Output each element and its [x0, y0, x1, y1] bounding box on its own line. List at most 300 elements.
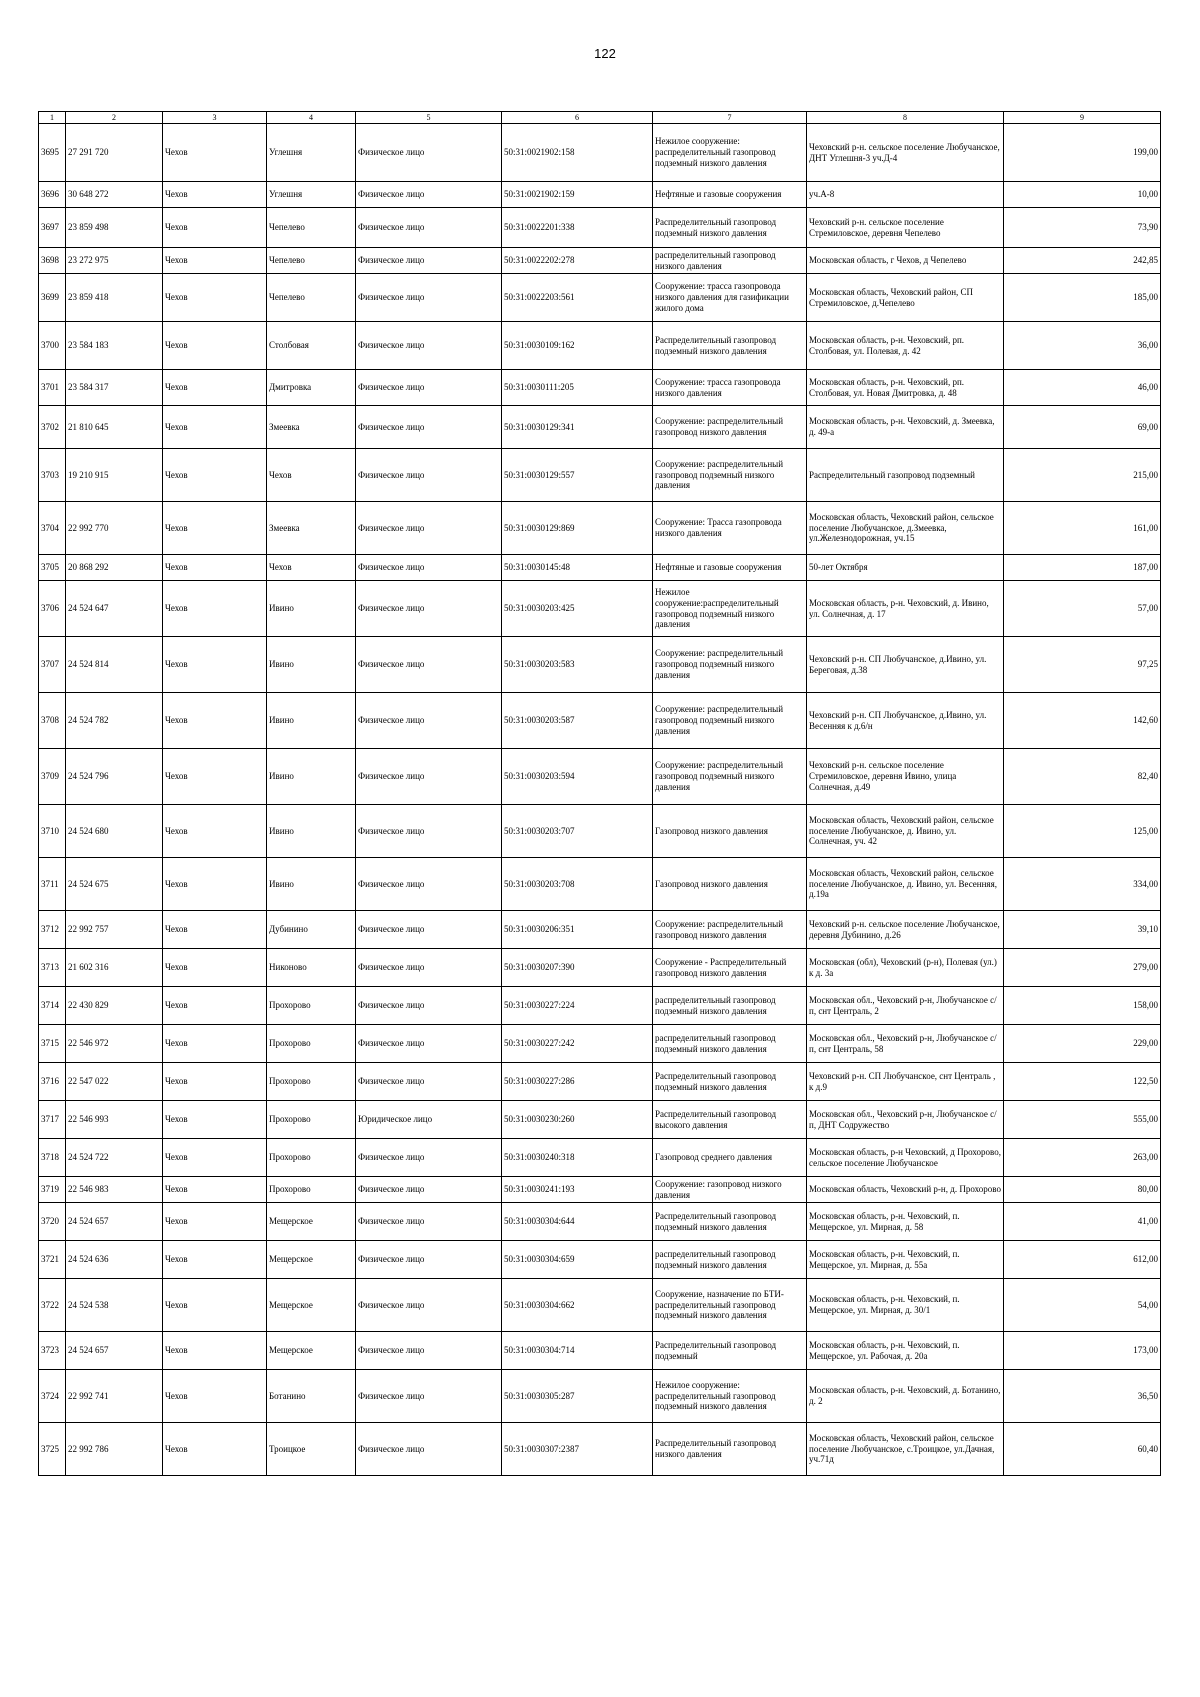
object-type-cell: Нефтяные и газовые сооружения — [653, 555, 807, 581]
owner-type-cell: Физическое лицо — [356, 749, 502, 805]
locality-cell: Прохорово — [267, 1101, 356, 1139]
registry-id: 24 524 675 — [66, 858, 163, 911]
object-type-cell: Нежилое сооружение: распределительный газопровод подземный низкого давления — [653, 1370, 807, 1423]
registry-id: 23 584 317 — [66, 370, 163, 406]
table-row — [39, 449, 1161, 502]
city-cell: Чехов — [163, 1241, 267, 1279]
object-type-cell: Распределительный газопровод подземный низкого давления — [653, 322, 807, 370]
value-cell: 122,50 — [1004, 1063, 1161, 1101]
cadastral-number-cell: 50:31:0022201:338 — [502, 208, 653, 248]
owner-type-cell: Юридическое лицо — [356, 1101, 502, 1139]
value-cell: 10,00 — [1004, 182, 1161, 208]
row-number: 3718 — [39, 1139, 66, 1177]
object-type-cell: Сооружение: газопровод низкого давления — [653, 1177, 807, 1203]
owner-type-cell: Физическое лицо — [356, 555, 502, 581]
city-cell: Чехов — [163, 322, 267, 370]
object-type-cell: распределительный газопровод подземный низкого давления — [653, 1025, 807, 1063]
owner-type-cell: Физическое лицо — [356, 1370, 502, 1423]
locality-cell: Столбовая — [267, 322, 356, 370]
locality-cell: Дмитровка — [267, 370, 356, 406]
registry-id: 22 547 022 — [66, 1063, 163, 1101]
column-header: 9 — [1004, 112, 1161, 124]
table-row — [39, 124, 1161, 182]
row-number: 3714 — [39, 987, 66, 1025]
object-type-cell: Газопровод среднего давления — [653, 1139, 807, 1177]
table-row — [39, 208, 1161, 248]
owner-type-cell: Физическое лицо — [356, 1177, 502, 1203]
value-cell: 82,40 — [1004, 749, 1161, 805]
cadastral-number-cell: 50:31:0030207:390 — [502, 949, 653, 987]
address-cell: Чеховский р-н. сельское поселение Стремиловское, деревня Чепелево — [807, 208, 1004, 248]
city-cell: Чехов — [163, 949, 267, 987]
locality-cell: Дубинино — [267, 911, 356, 949]
cadastral-number-cell: 50:31:0030240:318 — [502, 1139, 653, 1177]
cadastral-number-cell: 50:31:0021902:159 — [502, 182, 653, 208]
column-header: 7 — [653, 112, 807, 124]
value-cell: 555,00 — [1004, 1101, 1161, 1139]
locality-cell: Ивино — [267, 693, 356, 749]
object-type-cell: Распределительный газопровод низкого давления — [653, 1423, 807, 1476]
locality-cell: Прохорово — [267, 1139, 356, 1177]
locality-cell: Ивино — [267, 805, 356, 858]
table-row — [39, 637, 1161, 693]
table-row — [39, 1025, 1161, 1063]
row-number: 3703 — [39, 449, 66, 502]
value-cell: 185,00 — [1004, 274, 1161, 322]
value-cell: 41,00 — [1004, 1203, 1161, 1241]
value-cell: 279,00 — [1004, 949, 1161, 987]
city-cell: Чехов — [163, 1332, 267, 1370]
registry-id: 24 524 796 — [66, 749, 163, 805]
address-cell: Чеховский р-н. сельское поселение Любучанское, деревня Дубинино, д.26 — [807, 911, 1004, 949]
owner-type-cell: Физическое лицо — [356, 502, 502, 555]
table-row — [39, 693, 1161, 749]
page-number: 122 — [594, 46, 616, 61]
registry-id: 23 584 183 — [66, 322, 163, 370]
cadastral-number-cell: 50:31:0030227:242 — [502, 1025, 653, 1063]
owner-type-cell: Физическое лицо — [356, 1423, 502, 1476]
value-cell: 54,00 — [1004, 1279, 1161, 1332]
owner-type-cell: Физическое лицо — [356, 805, 502, 858]
column-header: 1 — [39, 112, 66, 124]
address-cell: Московская область, Чеховский район, сельское поселение Любучанское, с.Троицкое, ул.Дачная, уч.71д — [807, 1423, 1004, 1476]
row-number: 3719 — [39, 1177, 66, 1203]
object-type-cell: Распределительный газопровод высокого давления — [653, 1101, 807, 1139]
locality-cell: Ивино — [267, 858, 356, 911]
object-type-cell: Распределительный газопровод подземный — [653, 1332, 807, 1370]
row-number: 3709 — [39, 749, 66, 805]
locality-cell: Чепелево — [267, 208, 356, 248]
owner-type-cell: Физическое лицо — [356, 1203, 502, 1241]
registry-id: 23 272 975 — [66, 248, 163, 274]
owner-type-cell: Физическое лицо — [356, 406, 502, 449]
city-cell: Чехов — [163, 581, 267, 637]
owner-type-cell: Физическое лицо — [356, 1025, 502, 1063]
locality-cell: Мещерское — [267, 1241, 356, 1279]
row-number: 3696 — [39, 182, 66, 208]
table-row — [39, 987, 1161, 1025]
owner-type-cell: Физическое лицо — [356, 949, 502, 987]
city-cell: Чехов — [163, 911, 267, 949]
city-cell: Чехов — [163, 555, 267, 581]
address-cell: Московская область, р-н. Чеховский, д. Змеевка, д. 49-а — [807, 406, 1004, 449]
address-cell: Чеховский р-н. СП Любучанское, снт Централь , к д.9 — [807, 1063, 1004, 1101]
registry-id: 27 291 720 — [66, 124, 163, 182]
value-cell: 73,90 — [1004, 208, 1161, 248]
owner-type-cell: Физическое лицо — [356, 987, 502, 1025]
cadastral-number-cell: 50:31:0030203:708 — [502, 858, 653, 911]
registry-id: 22 546 983 — [66, 1177, 163, 1203]
city-cell: Чехов — [163, 987, 267, 1025]
city-cell: Чехов — [163, 1203, 267, 1241]
address-cell: Московская область, р-н. Чеховский, п. Мещерское, ул. Мирная, д. 55а — [807, 1241, 1004, 1279]
registry-id: 22 430 829 — [66, 987, 163, 1025]
owner-type-cell: Физическое лицо — [356, 1063, 502, 1101]
address-cell: Московская область, Чеховский р-н, д. Прохорово — [807, 1177, 1004, 1203]
object-type-cell: Нежилое сооружение:распределительный газопровод подземный низкого давления — [653, 581, 807, 637]
value-cell: 46,00 — [1004, 370, 1161, 406]
row-number: 3697 — [39, 208, 66, 248]
city-cell: Чехов — [163, 1101, 267, 1139]
owner-type-cell: Физическое лицо — [356, 370, 502, 406]
cadastral-number-cell: 50:31:0030304:662 — [502, 1279, 653, 1332]
value-cell: 187,00 — [1004, 555, 1161, 581]
address-cell: Московская область, р-н. Чеховский, д. Ивино, ул. Солнечная, д. 17 — [807, 581, 1004, 637]
registry-table — [38, 111, 1161, 1476]
object-type-cell: Газопровод низкого давления — [653, 805, 807, 858]
cadastral-number-cell: 50:31:0030203:425 — [502, 581, 653, 637]
locality-cell: Мещерское — [267, 1203, 356, 1241]
locality-cell: Прохорово — [267, 1025, 356, 1063]
locality-cell: Чехов — [267, 449, 356, 502]
locality-cell: Ивино — [267, 749, 356, 805]
object-type-cell: Сооружение: Трасса газопровода низкого давления — [653, 502, 807, 555]
locality-cell: Змеевка — [267, 502, 356, 555]
locality-cell: Чепелево — [267, 274, 356, 322]
table-row — [39, 1241, 1161, 1279]
cadastral-number-cell: 50:31:0030206:351 — [502, 911, 653, 949]
owner-type-cell: Физическое лицо — [356, 208, 502, 248]
address-cell: Чеховский р-н. СП Любучанское, д.Ивино, ул. Береговая, д.38 — [807, 637, 1004, 693]
address-cell: Московская обл., Чеховский р-н, Любучанское с/п, снт Централь, 2 — [807, 987, 1004, 1025]
address-cell: Московская область, Чеховский район, сельское поселение Любучанское, д.Змеевка, ул.Железнодорожная, уч.15 — [807, 502, 1004, 555]
cadastral-number-cell: 50:31:0030307:2387 — [502, 1423, 653, 1476]
locality-cell: Углешня — [267, 182, 356, 208]
value-cell: 158,00 — [1004, 987, 1161, 1025]
registry-id: 23 859 418 — [66, 274, 163, 322]
row-number: 3723 — [39, 1332, 66, 1370]
address-cell: Московская обл., Чеховский р-н, Любучанское с/п, ДНТ Содружество — [807, 1101, 1004, 1139]
locality-cell: Ивино — [267, 637, 356, 693]
address-cell: Распределительный газопровод подземный — [807, 449, 1004, 502]
row-number: 3716 — [39, 1063, 66, 1101]
city-cell: Чехов — [163, 502, 267, 555]
locality-cell: Углешня — [267, 124, 356, 182]
locality-cell: Прохорово — [267, 1063, 356, 1101]
address-cell: Московская область, р-н. Чеховский, п. Мещерское, ул. Мирная, д. 58 — [807, 1203, 1004, 1241]
city-cell: Чехов — [163, 693, 267, 749]
table-row — [39, 274, 1161, 322]
owner-type-cell: Физическое лицо — [356, 858, 502, 911]
cadastral-number-cell: 50:31:0030145:48 — [502, 555, 653, 581]
owner-type-cell: Физическое лицо — [356, 1332, 502, 1370]
cadastral-number-cell: 50:31:0030129:869 — [502, 502, 653, 555]
owner-type-cell: Физическое лицо — [356, 274, 502, 322]
locality-cell: Прохорово — [267, 987, 356, 1025]
object-type-cell: Газопровод низкого давления — [653, 858, 807, 911]
registry-id: 24 524 647 — [66, 581, 163, 637]
owner-type-cell: Физическое лицо — [356, 322, 502, 370]
table-row — [39, 555, 1161, 581]
header-row — [39, 112, 1161, 124]
cadastral-number-cell: 50:31:0030304:714 — [502, 1332, 653, 1370]
table-row — [39, 911, 1161, 949]
locality-cell: Чехов — [267, 555, 356, 581]
address-cell: Московская область, г Чехов, д Чепелево — [807, 248, 1004, 274]
city-cell: Чехов — [163, 124, 267, 182]
object-type-cell: распределительный газопровод низкого давления — [653, 248, 807, 274]
row-number: 3721 — [39, 1241, 66, 1279]
row-number: 3720 — [39, 1203, 66, 1241]
locality-cell: Мещерское — [267, 1279, 356, 1332]
registry-id: 24 524 680 — [66, 805, 163, 858]
city-cell: Чехов — [163, 1279, 267, 1332]
address-cell: Московская область, Чеховский район, сельское поселение Любучанское, д. Ивино, ул. Весенняя, д.19а — [807, 858, 1004, 911]
registry-id: 24 524 657 — [66, 1332, 163, 1370]
table-row — [39, 749, 1161, 805]
row-number: 3712 — [39, 911, 66, 949]
object-type-cell: Распределительный газопровод подземный низкого давления — [653, 1203, 807, 1241]
row-number: 3717 — [39, 1101, 66, 1139]
object-type-cell: Сооружение: трасса газопровода низкого давления — [653, 370, 807, 406]
address-cell: Московская область, Чеховский район, сельское поселение Любучанское, д. Ивино, ул. Солнечная, уч. 42 — [807, 805, 1004, 858]
registry-id: 24 524 636 — [66, 1241, 163, 1279]
object-type-cell: Распределительный газопровод подземный низкого давления — [653, 1063, 807, 1101]
city-cell: Чехов — [163, 208, 267, 248]
address-cell: Чеховский р-н. сельское поселение Любучанское, ДНТ Углешня-3 уч.Д-4 — [807, 124, 1004, 182]
city-cell: Чехов — [163, 1423, 267, 1476]
object-type-cell: Сооружение: распределительный газопровод подземный низкого давления — [653, 637, 807, 693]
locality-cell: Мещерское — [267, 1332, 356, 1370]
owner-type-cell: Физическое лицо — [356, 248, 502, 274]
owner-type-cell: Физическое лицо — [356, 1279, 502, 1332]
address-cell: 50-лет Октября — [807, 555, 1004, 581]
registry-id: 24 524 722 — [66, 1139, 163, 1177]
column-header: 4 — [267, 112, 356, 124]
owner-type-cell: Физическое лицо — [356, 124, 502, 182]
locality-cell: Ботанино — [267, 1370, 356, 1423]
row-number: 3711 — [39, 858, 66, 911]
city-cell: Чехов — [163, 1370, 267, 1423]
column-header: 6 — [502, 112, 653, 124]
registry-id: 22 992 757 — [66, 911, 163, 949]
city-cell: Чехов — [163, 805, 267, 858]
owner-type-cell: Физическое лицо — [356, 182, 502, 208]
city-cell: Чехов — [163, 274, 267, 322]
city-cell: Чехов — [163, 406, 267, 449]
address-cell: Чеховский р-н. сельское поселение Стремиловское, деревня Ивино, улица Солнечная, д.49 — [807, 749, 1004, 805]
value-cell: 263,00 — [1004, 1139, 1161, 1177]
value-cell: 334,00 — [1004, 858, 1161, 911]
value-cell: 39,10 — [1004, 911, 1161, 949]
row-number: 3699 — [39, 274, 66, 322]
city-cell: Чехов — [163, 370, 267, 406]
table-row — [39, 1101, 1161, 1139]
value-cell: 60,40 — [1004, 1423, 1161, 1476]
cadastral-number-cell: 50:31:0030304:644 — [502, 1203, 653, 1241]
table-row — [39, 949, 1161, 987]
table-row — [39, 1139, 1161, 1177]
city-cell: Чехов — [163, 1139, 267, 1177]
row-number: 3695 — [39, 124, 66, 182]
city-cell: Чехов — [163, 749, 267, 805]
locality-cell: Никоново — [267, 949, 356, 987]
registry-id: 23 859 498 — [66, 208, 163, 248]
locality-cell: Троицкое — [267, 1423, 356, 1476]
registry-id: 21 602 316 — [66, 949, 163, 987]
cadastral-number-cell: 50:31:0021902:158 — [502, 124, 653, 182]
column-header: 8 — [807, 112, 1004, 124]
address-cell: Московская область, р-н. Чеховский, рп. Столбовая, ул. Полевая, д. 42 — [807, 322, 1004, 370]
value-cell: 80,00 — [1004, 1177, 1161, 1203]
registry-id: 30 648 272 — [66, 182, 163, 208]
cadastral-number-cell: 50:31:0030230:260 — [502, 1101, 653, 1139]
object-type-cell: Сооружение - Распределительный газопровод низкого давления — [653, 949, 807, 987]
table-row — [39, 858, 1161, 911]
city-cell: Чехов — [163, 1063, 267, 1101]
owner-type-cell: Физическое лицо — [356, 911, 502, 949]
cadastral-number-cell: 50:31:0022202:278 — [502, 248, 653, 274]
registry-id: 22 546 972 — [66, 1025, 163, 1063]
object-type-cell: Сооружение: распределительный газопровод низкого давления — [653, 911, 807, 949]
address-cell: Московская область, Чеховский район, СП Стремиловское, д.Чепелево — [807, 274, 1004, 322]
owner-type-cell: Физическое лицо — [356, 581, 502, 637]
cadastral-number-cell: 50:31:0030203:594 — [502, 749, 653, 805]
cadastral-number-cell: 50:31:0030203:707 — [502, 805, 653, 858]
value-cell: 242,85 — [1004, 248, 1161, 274]
registry-id: 21 810 645 — [66, 406, 163, 449]
column-header: 5 — [356, 112, 502, 124]
city-cell: Чехов — [163, 449, 267, 502]
registry-id: 22 992 741 — [66, 1370, 163, 1423]
cadastral-number-cell: 50:31:0030203:583 — [502, 637, 653, 693]
row-number: 3715 — [39, 1025, 66, 1063]
row-number: 3702 — [39, 406, 66, 449]
object-type-cell: Сооружение, назначение по БТИ-распределительный газопровод подземный низкого давления — [653, 1279, 807, 1332]
registry-id: 24 524 538 — [66, 1279, 163, 1332]
registry-id: 24 524 657 — [66, 1203, 163, 1241]
object-type-cell: Нежилое сооружение: распределительный газопровод подземный низкого давления — [653, 124, 807, 182]
address-cell: Московская обл., Чеховский р-н, Любучанское с/п, снт Централь, 58 — [807, 1025, 1004, 1063]
row-number: 3713 — [39, 949, 66, 987]
row-number: 3706 — [39, 581, 66, 637]
city-cell: Чехов — [163, 248, 267, 274]
cadastral-number-cell: 50:31:0030109:162 — [502, 322, 653, 370]
table-row — [39, 502, 1161, 555]
cadastral-number-cell: 50:31:0030129:341 — [502, 406, 653, 449]
row-number: 3707 — [39, 637, 66, 693]
row-number: 3704 — [39, 502, 66, 555]
address-cell: уч.А-8 — [807, 182, 1004, 208]
table-row — [39, 1203, 1161, 1241]
value-cell: 36,50 — [1004, 1370, 1161, 1423]
row-number: 3724 — [39, 1370, 66, 1423]
table-row — [39, 322, 1161, 370]
object-type-cell: Нефтяные и газовые сооружения — [653, 182, 807, 208]
registry-id: 24 524 814 — [66, 637, 163, 693]
value-cell: 215,00 — [1004, 449, 1161, 502]
cadastral-number-cell: 50:31:0022203:561 — [502, 274, 653, 322]
object-type-cell: Сооружение: распределительный газопровод подземный низкого давления — [653, 693, 807, 749]
table-row — [39, 370, 1161, 406]
row-number: 3701 — [39, 370, 66, 406]
registry-id: 19 210 915 — [66, 449, 163, 502]
table-row — [39, 406, 1161, 449]
row-number: 3725 — [39, 1423, 66, 1476]
cadastral-number-cell: 50:31:0030305:287 — [502, 1370, 653, 1423]
value-cell: 69,00 — [1004, 406, 1161, 449]
address-cell: Московская (обл), Чеховский (р-н), Полевая (ул.) к д. 3а — [807, 949, 1004, 987]
owner-type-cell: Физическое лицо — [356, 1139, 502, 1177]
address-cell: Московская область, р-н. Чеховский, п. Мещерское, ул. Мирная, д. 30/1 — [807, 1279, 1004, 1332]
owner-type-cell: Физическое лицо — [356, 449, 502, 502]
city-cell: Чехов — [163, 1177, 267, 1203]
object-type-cell: распределительный газопровод подземный низкого давления — [653, 1241, 807, 1279]
registry-body — [39, 124, 1161, 1476]
address-cell: Чеховский р-н. СП Любучанское, д.Ивино, ул. Весенняя к д.6/н — [807, 693, 1004, 749]
table-row — [39, 248, 1161, 274]
cadastral-number-cell: 50:31:0030241:193 — [502, 1177, 653, 1203]
cadastral-number-cell: 50:31:0030129:557 — [502, 449, 653, 502]
row-number: 3722 — [39, 1279, 66, 1332]
registry-id: 22 546 993 — [66, 1101, 163, 1139]
row-number: 3698 — [39, 248, 66, 274]
value-cell: 173,00 — [1004, 1332, 1161, 1370]
cadastral-number-cell: 50:31:0030203:587 — [502, 693, 653, 749]
locality-cell: Чепелево — [267, 248, 356, 274]
value-cell: 199,00 — [1004, 124, 1161, 182]
object-type-cell: Сооружение: распределительный газопровод подземный низкого давления — [653, 449, 807, 502]
owner-type-cell: Физическое лицо — [356, 637, 502, 693]
row-number: 3710 — [39, 805, 66, 858]
row-number: 3705 — [39, 555, 66, 581]
object-type-cell: Сооружение: распределительный газопровод подземный низкого давления — [653, 749, 807, 805]
object-type-cell: Сооружение: распределительный газопровод низкого давления — [653, 406, 807, 449]
registry-id: 24 524 782 — [66, 693, 163, 749]
table-row — [39, 805, 1161, 858]
row-number: 3700 — [39, 322, 66, 370]
city-cell: Чехов — [163, 1025, 267, 1063]
row-number: 3708 — [39, 693, 66, 749]
value-cell: 125,00 — [1004, 805, 1161, 858]
owner-type-cell: Физическое лицо — [356, 693, 502, 749]
address-cell: Московская область, р-н. Чеховский, д. Ботанино, д. 2 — [807, 1370, 1004, 1423]
table-row — [39, 182, 1161, 208]
table-row — [39, 1370, 1161, 1423]
address-cell: Московская область, р-н. Чеховский, рп. Столбовая, ул. Новая Дмитровка, д. 48 — [807, 370, 1004, 406]
city-cell: Чехов — [163, 182, 267, 208]
address-cell: Московская область, р-н. Чеховский, п. Мещерское, ул. Рабочая, д. 20а — [807, 1332, 1004, 1370]
cadastral-number-cell: 50:31:0030304:659 — [502, 1241, 653, 1279]
value-cell: 97,25 — [1004, 637, 1161, 693]
locality-cell: Прохорово — [267, 1177, 356, 1203]
address-cell: Московская область, р-н Чеховский, д Прохорово, сельское поселение Любучанское — [807, 1139, 1004, 1177]
table-row — [39, 1423, 1161, 1476]
value-cell: 36,00 — [1004, 322, 1161, 370]
table-row — [39, 581, 1161, 637]
object-type-cell: распределительный газопровод подземный низкого давления — [653, 987, 807, 1025]
locality-cell: Ивино — [267, 581, 356, 637]
